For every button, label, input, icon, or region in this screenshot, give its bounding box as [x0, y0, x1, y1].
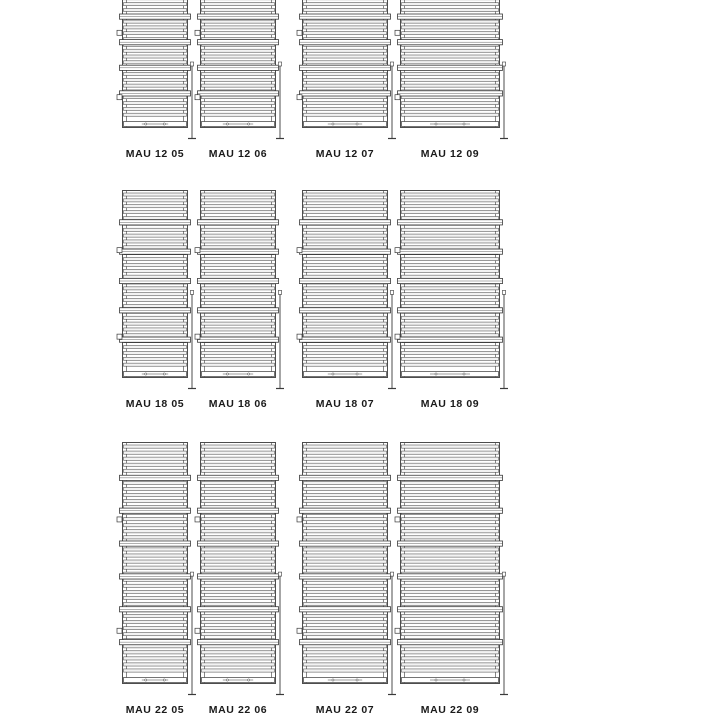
- radiator-elevation: [288, 0, 402, 142]
- radiator-variant-cell: [395, 190, 505, 410]
- radiator-elevation: [186, 0, 290, 142]
- variant-label: MAU 12 07: [315, 148, 375, 160]
- radiator-elevation: [288, 442, 402, 698]
- variant-label: MAU 22 06: [208, 704, 268, 716]
- radiator-elevation: [186, 442, 290, 698]
- variant-label: MAU 18 09: [420, 398, 480, 410]
- radiator-drawing: [386, 0, 514, 142]
- variant-label: MAU 18 06: [208, 398, 268, 410]
- variant-label: MAU 22 05: [125, 704, 185, 716]
- radiator-variant-cell: [395, 0, 505, 160]
- radiator-variant-cell: [183, 442, 293, 716]
- radiator-elevation: [186, 190, 290, 392]
- radiator-elevation: [386, 0, 514, 142]
- variant-label: MAU 12 09: [420, 148, 480, 160]
- radiator-elevation: [386, 442, 514, 698]
- variant-label: MAU 18 05: [125, 398, 185, 410]
- radiator-variant-cell: [183, 190, 293, 410]
- variant-label: MAU 22 07: [315, 704, 375, 716]
- radiator-drawing: [386, 442, 514, 698]
- radiator-elevation: [386, 190, 514, 392]
- radiator-drawing: [288, 442, 402, 698]
- radiator-drawing: [186, 442, 290, 698]
- radiator-variant-cell: [183, 0, 293, 160]
- radiator-drawing: [288, 0, 402, 142]
- radiator-drawing: [186, 190, 290, 392]
- variant-label: MAU 12 06: [208, 148, 268, 160]
- radiator-variant-cell: [290, 190, 400, 410]
- radiator-variant-cell: [290, 0, 400, 160]
- variant-label: MAU 22 09: [420, 704, 480, 716]
- variant-label: MAU 12 05: [125, 148, 185, 160]
- radiator-drawing: [186, 0, 290, 142]
- radiator-drawing: [386, 190, 514, 392]
- radiator-variant-cell: [290, 442, 400, 716]
- variant-label: MAU 18 07: [315, 398, 375, 410]
- radiator-drawing: [288, 190, 402, 392]
- radiator-variant-cell: [395, 442, 505, 716]
- radiator-elevation: [288, 190, 402, 392]
